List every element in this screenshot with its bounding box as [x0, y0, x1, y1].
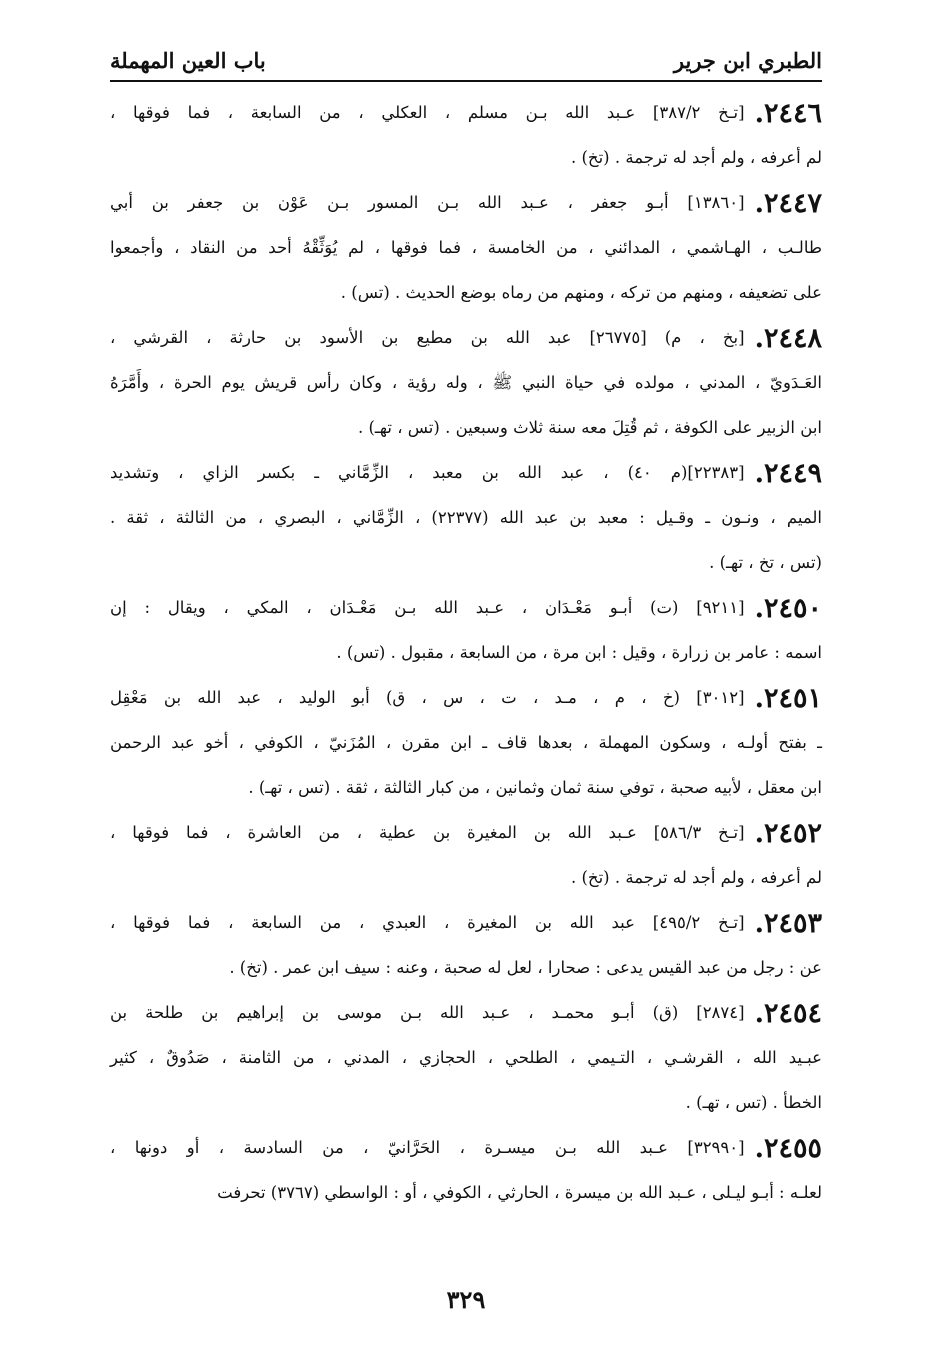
entry-line [110, 765, 822, 810]
entry-line [110, 270, 822, 315]
entry-text: [٢٨٧٤] (ق) أبـو محمـد ، عـبد الله بـن موسى بن إبراهيم بن طلحة بن [110, 1003, 745, 1022]
entry-line [110, 180, 822, 225]
entry-line [110, 990, 822, 1035]
entry-text: عن : رجل من عبد القيس يدعى : صحارا ، لعل له صحبة ، وعنه : سيف ابن عمر . (تخ) . [229, 958, 822, 977]
entry-text: على تضعيفه ، ومنهم من تركه ، ومنهم من رماه بوضع الحديث . (تس) . [340, 283, 822, 302]
entry-text: لم أعرفه ، ولم أجد له ترجمة . (تخ) . [571, 148, 822, 167]
header-book-title: الطبري ابن جرير [673, 47, 822, 73]
entry-text: [٩٢١١] (ت) أبـو مَعْـدَان ، عـبد الله بـن مَعْـدَان ، المكي ، ويقال : إن [110, 598, 745, 617]
entry-text: لعلـه : أبـو ليـلى ، عـبد الله بن ميسرة ، الحارثي ، الكوفي ، أو : الواسطي (٣٧٦٧) تحرفت [217, 1183, 822, 1202]
entry-line [110, 1170, 822, 1215]
header-divider [110, 80, 822, 82]
entry [110, 1125, 822, 1215]
entry-text: الخطأ . (تس ، تهـ) . [685, 1093, 822, 1112]
entry-text: (تس ، تخ ، تهـ) . [709, 553, 822, 572]
entry-text: طالـب ، الهـاشمي ، المدائني ، من الخامسة ، فما فوقها ، لم يُوَثِّقْهُ أحد من النقاد ، وأجمعوا [110, 238, 822, 257]
entry-text: [٣٠١٢] (خ ، م ، مـد ، ت ، س ، ق) أبو الوليد ، عبد الله بن مَعْقِل [110, 688, 745, 707]
entry-number: ٢٤٥٥. [754, 1133, 822, 1164]
entry-line [110, 1080, 822, 1125]
entry-number: ٢٤٤٩. [754, 458, 823, 489]
entry-text: [تـخ ٤٩٥/٢] عبد الله بن المغيرة ، العبدي ، من السابعة ، فما فوقها ، [110, 913, 745, 932]
entry-text: اسمه : عامر بن زرارة ، وقيل : ابن مرة ، من السابعة ، مقبول . (تس) . [336, 643, 822, 662]
entry [110, 315, 822, 450]
entry-line [110, 855, 822, 900]
header-chapter-title: باب العين المهملة [110, 47, 266, 73]
entry-text: [بخ ، م) [٢٦٧٧٥] عبد الله بن مطيع بن الأسود بن حارثة ، القرشي ، [110, 328, 745, 347]
page-number: ٣٢٩ [446, 1285, 486, 1314]
entry-line [110, 450, 822, 495]
entry [110, 900, 822, 990]
entry-text: الميم ، ونـون ـ وقـيل : معبد بن عبد الله (٢٢٣٧٧) ، الزِّمَّاني ، البصري ، من الثالثة ، ثقة . [110, 508, 822, 527]
entry-line [110, 495, 822, 540]
entry-text: [١٣٨٦٠] أبـو جعفر ، عـبد الله بـن المسور بـن عَوْن بن جعفر بن أبي [110, 193, 745, 212]
entry-text: [٢٢٣٨٣](م ٤٠) ، عبد الله بن معبد ، الزِّمَّاني ـ بكسر الزاي ، وتشديد [110, 463, 745, 482]
entry-number: ٢٤٥١. [754, 683, 822, 714]
entry-line [110, 585, 822, 630]
entry-line [110, 1035, 822, 1080]
entry-number: ٢٤٥٠. [754, 593, 822, 624]
entry-line [110, 360, 822, 405]
entry-line [110, 900, 822, 945]
entry [110, 585, 822, 675]
entry-line [110, 630, 822, 675]
entry [110, 810, 822, 900]
entry-line [110, 810, 822, 855]
entry-text: [٣٢٩٩٠] عـبد الله بـن ميسـرة ، الحَرَّانيّ ، من السادسة ، أو دونها ، [110, 1138, 745, 1157]
entry-text: ابن معقل ، لأبيه صحبة ، توفي سنة ثمان وثمانين ، من كبار الثالثة ، ثقة . (تس ، تهـ) . [248, 778, 822, 797]
entry-line [110, 225, 822, 270]
entries-body [110, 90, 822, 1215]
entry-text: [تـخ ٣٨٧/٢] عـبد الله بـن مسلم ، العكلي ، من السابعة ، فما فوقها ، [110, 103, 745, 122]
entry-text: عبـيد الله ، القرشـي ، التـيمي ، الطلحي ، الحجازي ، المدني ، من الثامنة ، صَدُوقٌ ، كثير [110, 1048, 822, 1067]
entry-number: ٢٤٤٦. [754, 98, 822, 129]
entry-line [110, 720, 822, 765]
entry-line [110, 405, 822, 450]
entry [110, 675, 822, 810]
entry-number: ٢٤٤٨. [754, 323, 822, 354]
running-header [110, 40, 822, 80]
entry-line [110, 135, 822, 180]
entry [110, 180, 822, 315]
entry [110, 990, 822, 1125]
entry-number: ٢٤٥٣. [754, 908, 822, 939]
entry-line [110, 315, 822, 360]
entry-number: ٢٤٥٢. [754, 818, 822, 849]
entry-text: ابن الزبير على الكوفة ، ثم قُتِلَ معه سنة ثلاث وسبعين . (تس ، تهـ) . [358, 418, 822, 437]
entry-line [110, 1125, 822, 1170]
entry [110, 90, 822, 180]
entry-text: [تـخ ٥٨٦/٣] عـبد الله بن المغيرة بن عطية ، من العاشرة ، فما فوقها ، [110, 823, 745, 842]
entry-line [110, 675, 822, 720]
entry-number: ٢٤٥٤. [754, 998, 822, 1029]
entry [110, 450, 822, 585]
entry-text: ـ بفتح أولـه ، وسكون المهملة ، بعدها قاف ـ ابن مقرن ، المُزَنيّ ، الكوفي ، أخو عبد الرحمن [110, 733, 822, 752]
entry-text: العَـدَويّ ، المدني ، مولده في حياة النبي ﷺ ، وله رؤية ، وكان رأس قريش يوم الحرة ، وأَمَّرَهُ [110, 373, 822, 392]
entry-text: لم أعرفه ، ولم أجد له ترجمة . (تخ) . [571, 868, 822, 887]
entry-number: ٢٤٤٧. [754, 188, 822, 219]
entry-line [110, 540, 822, 585]
entry-line [110, 90, 822, 135]
entry-line [110, 945, 822, 990]
